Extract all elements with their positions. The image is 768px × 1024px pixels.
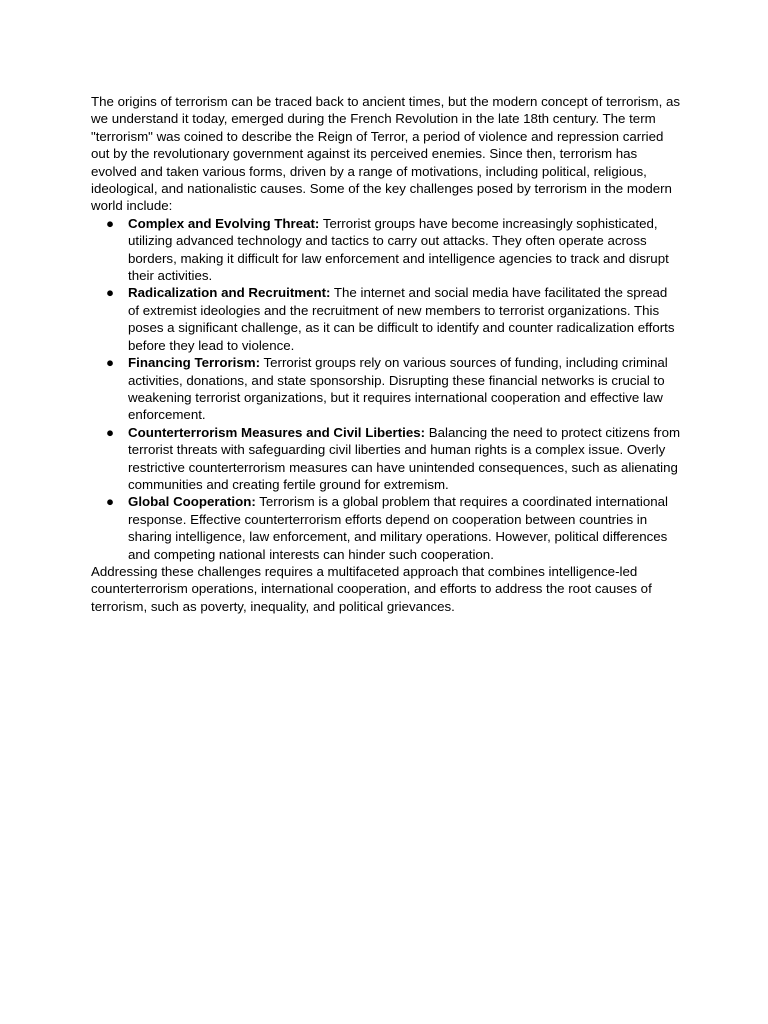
bullet-icon: ● xyxy=(106,285,115,301)
list-item-text: Balancing the need to protect citizens from terrorist threats with safeguarding civil liberties and human rights is a complex issue. Overly restrictive counterterrorism measures can have unintended consequences, such as alienating communities and creating fertile ground for extremism. xyxy=(128,424,681,492)
list-item-complex-threat xyxy=(106,215,681,285)
list-item-text: The internet and social media have facilitated the spread of extremist ideologies and the recruitment of new members to terrorist organizations. This poses a significant challenge, as it can be difficult to identify and counter radicalization efforts before they lead to violence. xyxy=(128,285,675,353)
bullet-icon: ● xyxy=(106,355,115,371)
challenges-list xyxy=(91,215,681,563)
intro-paragraph: The origins of terrorism can be traced back to ancient times, but the modern concept of terrorism, as we understand it today, emerged during the French Revolution in the late 18th century. The term "terrorism" was coined to describe the Reign of Terror, a period of violence and repression carried out by the revolutionary government against its perceived enemies. Since then, terrorism has evolved and taken various forms, driven by a range of motivations, including political, religious, ideological, and nationalistic causes. Some of the key challenges posed by terrorism in the modern world include: xyxy=(91,94,681,214)
list-item-term: Global Cooperation: xyxy=(128,494,256,510)
list-item-text: Terrorist groups rely on various sources of funding, including criminal activities, donations, and state sponsorship. Disrupting these financial networks is crucial to weakening terrorist organizations, but it requires international cooperation and effective law enforcement. xyxy=(128,355,668,423)
list-item-financing xyxy=(106,354,681,424)
document-page xyxy=(91,93,681,615)
bullet-icon: ● xyxy=(106,424,115,440)
conclusion-paragraph: Addressing these challenges requires a multifaceted approach that combines intelligence-led counterterrorism operations, international cooperation, and efforts to address the root causes of terrorism, such as poverty, inequality, and political grievances. xyxy=(91,563,652,614)
list-item-global-cooperation xyxy=(106,493,681,563)
list-item-term: Complex and Evolving Threat: xyxy=(128,215,320,231)
bullet-icon: ● xyxy=(106,215,115,231)
list-item-text: Terrorist groups have become increasingly sophisticated, utilizing advanced technology and tactics to carry out attacks. They often operate across borders, making it difficult for law enforcement and intelligence agencies to track and disrupt their activities. xyxy=(128,215,669,284)
list-item-text: Terrorism is a global problem that requires a coordinated international response. Effective counterterrorism efforts depend on cooperation between countries in sharing intelligence, law enforcement, and military operations. However, political differences and competing national interests can hinder such cooperation. xyxy=(128,494,668,562)
list-item-radicalization xyxy=(106,284,681,354)
list-item-term: Radicalization and Recruitment: xyxy=(128,285,331,301)
list-item-civil-liberties xyxy=(106,424,681,494)
bullet-icon: ● xyxy=(106,494,115,510)
list-item-term: Financing Terrorism: xyxy=(128,355,261,371)
list-item-term: Counterterrorism Measures and Civil Liberties: xyxy=(128,424,426,440)
